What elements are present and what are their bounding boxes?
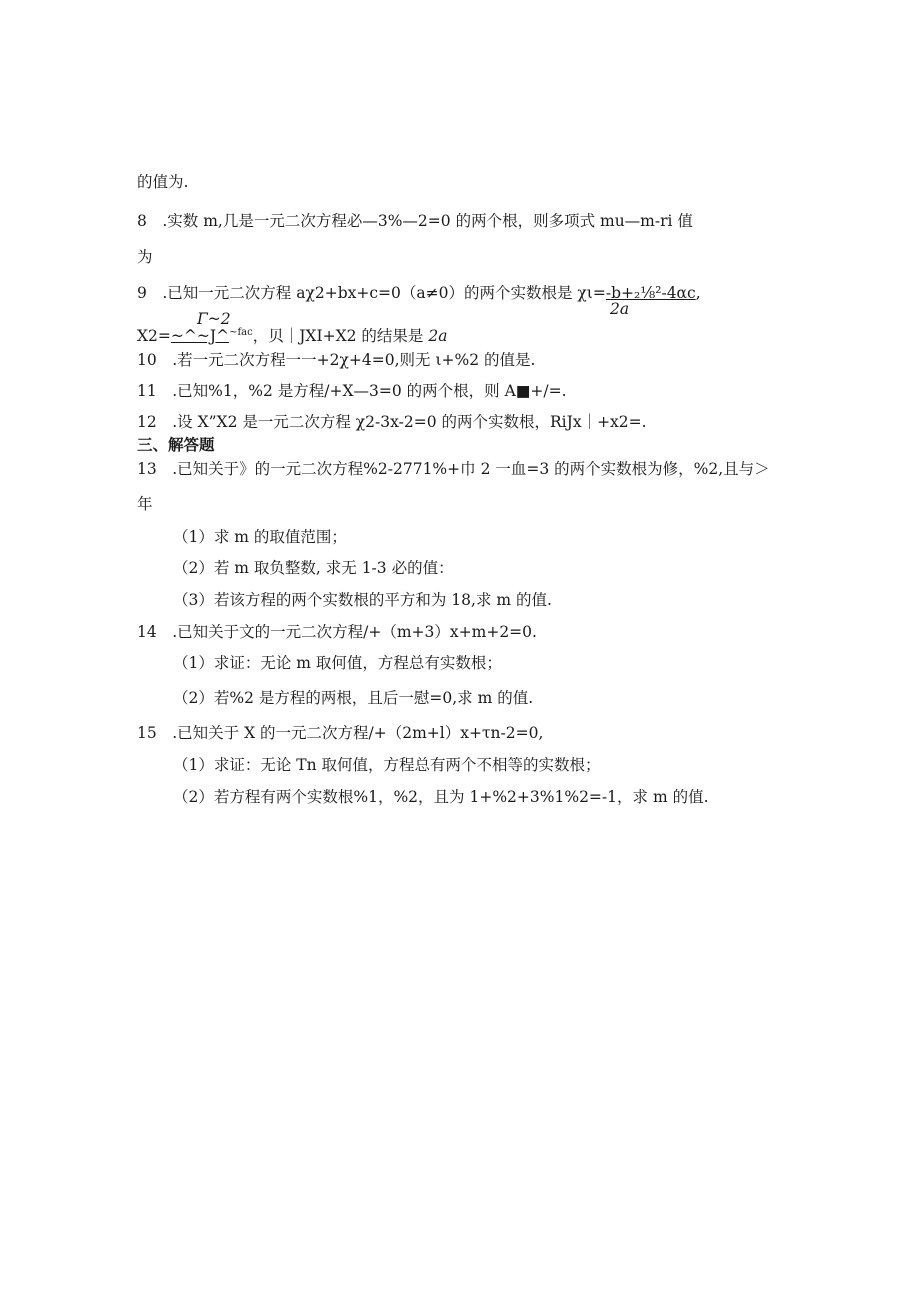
- formula-sup-fac: fac: [237, 326, 253, 338]
- question-15-part-1: （1）求证：无论 Tn 取何值，方程总有两个不相等的实数根；: [173, 756, 601, 774]
- text-line: 的值为.: [137, 173, 189, 191]
- question-13-part-3: （3）若该方程的两个实数根的平方和为 18,求 m 的值.: [173, 591, 552, 609]
- text-line: 年: [137, 495, 153, 513]
- question-14-part-1: （1）求证：无论 m 取何值，方程总有实数根；: [173, 654, 502, 672]
- formula-numerator: -b+₂⅛²-4αc: [605, 284, 696, 302]
- question-11: 11 .已知%1，%2 是方程/+X—3=0 的两个根，则 A■+/=.: [137, 382, 567, 400]
- formula-sup: ~: [229, 326, 238, 338]
- formula-fragment: Γ~2: [197, 310, 231, 328]
- question-15-part-2: （2）若方程有两个实数根%1，%2，且为 1+%2+3%1%2=-1，求 m 的值.: [173, 788, 709, 806]
- question-9-tail: ，贝｜JXI+X2 的结果是: [252, 327, 424, 345]
- section-heading: 三、解答题: [137, 436, 215, 454]
- question-13-part-2: （2）若 m 取负整数, 求无 1-3 必的值：: [173, 559, 454, 577]
- question-9-continued: [137, 326, 447, 346]
- text-line: 为: [137, 248, 153, 266]
- question-8: 8 .实数 m,几是一元二次方程必—3%—2=0 的两个根，则多项式 mu—m-ri 值: [137, 212, 693, 230]
- question-13-part-1: （1）求 m 的取值范围；: [173, 528, 347, 546]
- question-14-part-2: （2）若%2 是方程的两根，且后一慰=0,求 m 的值.: [173, 689, 534, 707]
- formula-comma: ,: [695, 284, 701, 302]
- question-12: 12 .设 X”X2 是一元二次方程 χ2-3x-2=0 的两个实数根，RiJx｜+x2=.: [137, 413, 647, 431]
- formula-2a: 2a: [428, 327, 448, 345]
- formula-x2: X2=: [137, 327, 171, 345]
- question-10: 10 .若一元二次方程一一+2χ+4=0,则无 ι+%2 的值是.: [137, 351, 536, 369]
- question-13: 13 .已知关于》的一元二次方程%2-2771%+巾 2 一血=3 的两个实数根为修，%2,且与＞: [137, 460, 770, 478]
- formula-denominator: 2a: [610, 300, 630, 318]
- question-9-text: 9 .已知一元二次方程 aχ2+bx+c=0（a≠0）的两个实数根是 χι=: [137, 284, 606, 302]
- question-14: 14 .已知关于文的一元二次方程/+（m+3）x+m+2=0.: [137, 623, 537, 641]
- question-15: 15 .已知关于 X 的一元二次方程/+（2m+l）x+τn-2=0,: [137, 724, 544, 742]
- formula-garbled: ~^~J^: [170, 327, 230, 345]
